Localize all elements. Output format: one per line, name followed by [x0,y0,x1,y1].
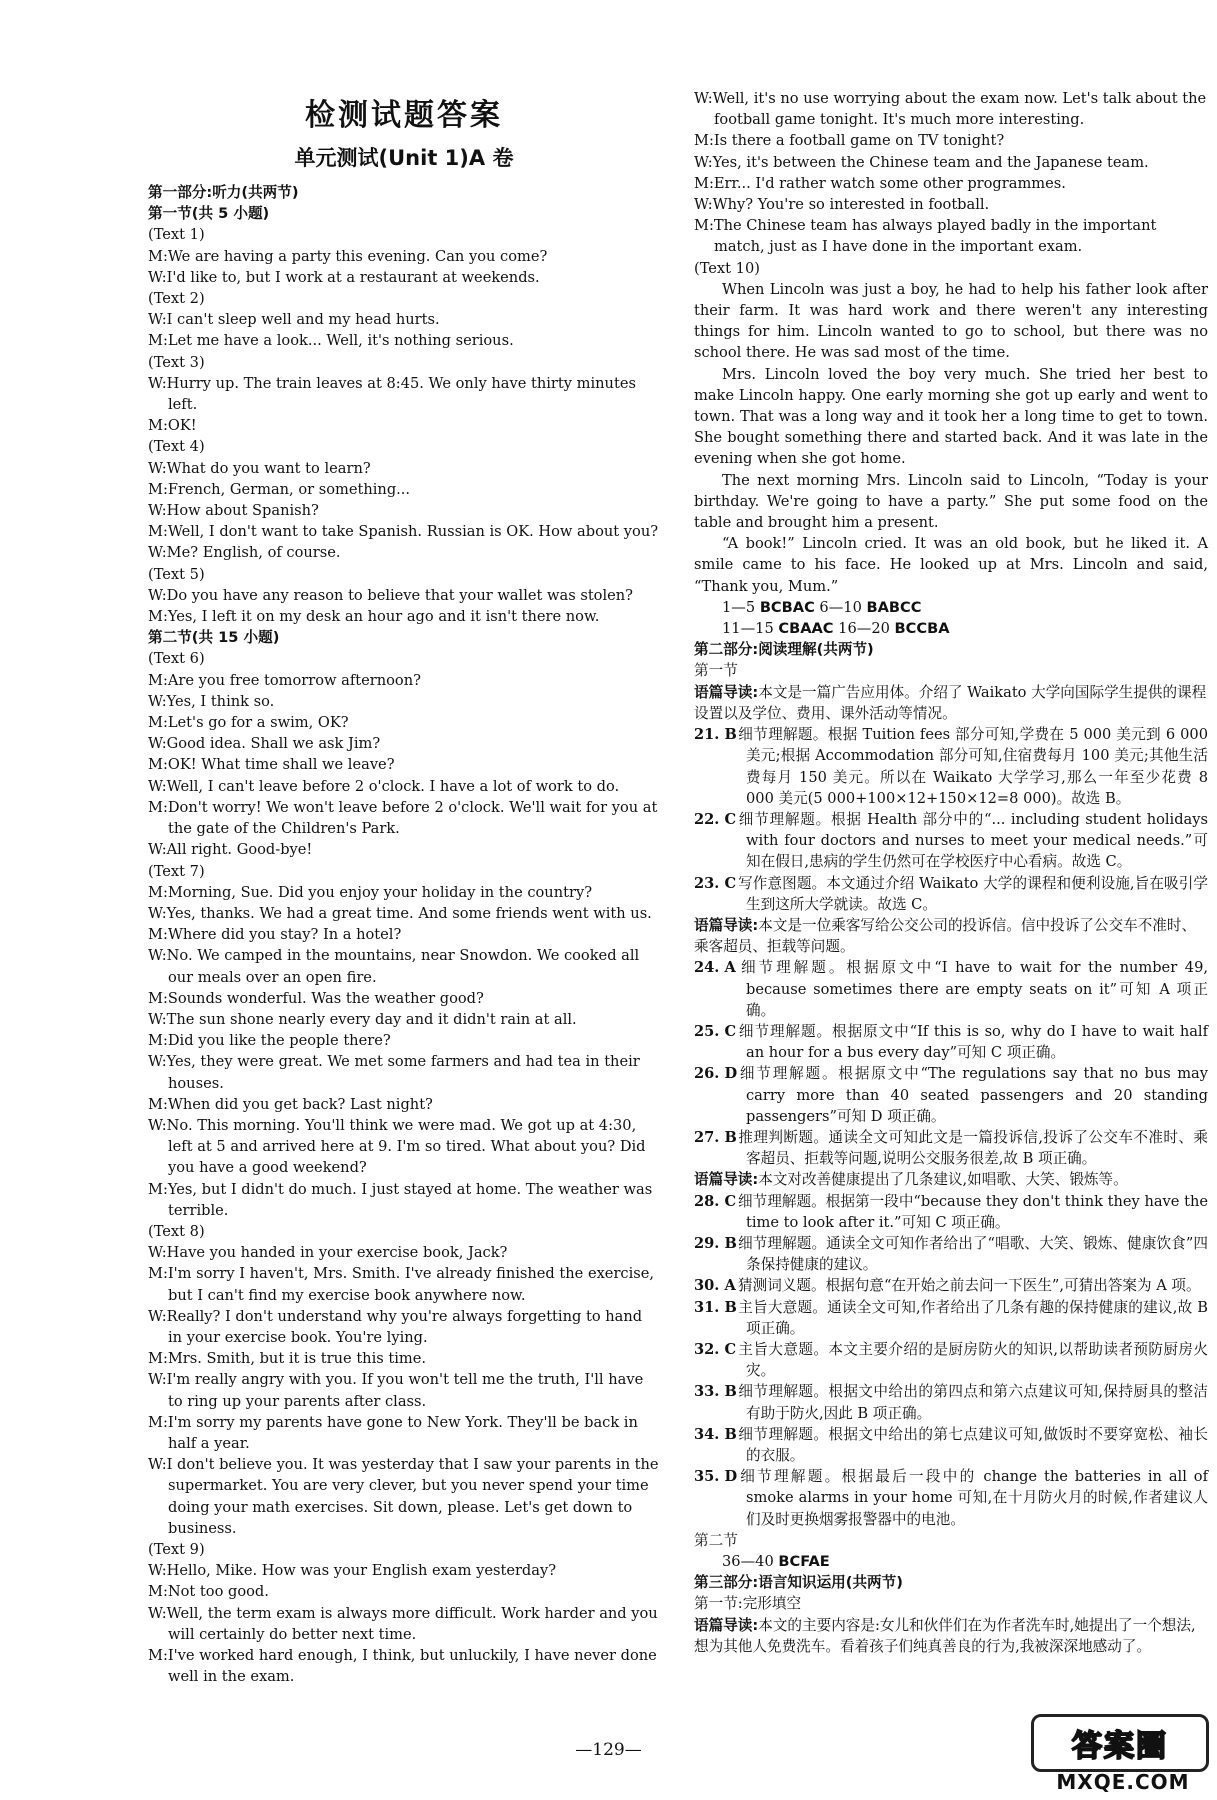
explanation-text: 细节理解题。根据文中给出的第七点建议可知,做饭时不要穿宽松、袖长的衣服。 [738,1425,1208,1464]
page-title: 检测试题答案 [305,98,503,133]
watermark-url: MXQE.COM [1056,1770,1190,1794]
answer-letters: CBAAC [778,620,834,638]
text-line: 第一节 [694,662,738,680]
text-line: (Text 7) [148,862,205,880]
dialogue-line: M:The Chinese team has always played badly in the important match, just as I have done in the important exam. [694,217,1157,256]
answer-number: 32. C [694,1340,737,1358]
answer-key-row [694,1551,1208,1572]
dialogue-line: W:Yes, they were great. We met some farmers and had tea in their houses. [148,1053,640,1092]
answer-range: 1—5 [722,598,756,616]
guide-label: 语篇导读: [694,683,759,701]
passage-paragraph: The next morning Mrs. Lincoln said to Lincoln, “Today is your birthday. We're going to have a party.” She put some food on the table and brought him a present. [694,471,1208,532]
text-line: W:I'd like to, but I work at a restaurant at weekends. [148,268,540,286]
answer-explanation [694,1466,1208,1530]
explanation-text: 细节理解题。根据 Tuition fees 部分可知,学费在 5 000 美元到 6 000 美元;根据 Accommodation 部分可知,住宿费每月 100 美元;其他生活费每月 150 美元。所以在 Waikato 大学学习,那么一年至少花费 8 000 美元(5 000+100×12+150×12=8 000)。故选 B。 [738,726,1208,807]
passage-guide [694,1169,1208,1190]
explanation-text: 细节理解题。根据最后一段中的 change the batteries in all of smoke alarms in your home 可知,在十月防火月的时候,作者建议人们及时更换烟雾报警器中的电池。 [738,1468,1208,1528]
text-line: W:Yes, it's between the Chinese team and the Japanese team. [694,153,1149,171]
answer-explanation [694,1381,1208,1423]
answer-number: 23. C [694,874,737,892]
explanation-text: 细节理解题。根据文中给出的第四点和第六点建议可知,保持厨具的整洁有助于防火,因此 B 项正确。 [738,1383,1208,1422]
dialogue-line: W:No. We camped in the mountains, near Snowdon. We cooked all our meals over an open fire. [148,947,640,986]
answer-explanation [694,1233,1208,1275]
guide-label: 语篇导读: [694,916,759,934]
explanation-text: 主旨大意题。本文主要介绍的是厨房防火的知识,以帮助读者预防厨房火灾。 [738,1340,1208,1380]
text-line: M:Mrs. Smith, but it is true this time. [148,1350,427,1368]
passage-guide [694,682,1208,724]
left-column [148,90,660,1687]
watermark-logo [1037,1714,1209,1794]
dialogue-line: M:I've worked hard enough, I think, but unluckily, I have never done well in the exam. [148,1647,657,1686]
text-line: (Text 1) [148,226,205,244]
dialogue-line: W:I'm really angry with you. If you won't tell me the truth, I'll have to ring up your parents after class. [148,1371,644,1410]
text-line: W:Good idea. Shall we ask Jim? [148,735,381,753]
page-number: —129— [575,1740,642,1760]
dialogue-line: M:I'm sorry I haven't, Mrs. Smith. I've already finished the exercise, but I can't find my exercise book anywhere now. [148,1265,655,1304]
answer-explanation [694,1275,1208,1296]
text-line: M:Morning, Sue. Did you enjoy your holiday in the country? [148,883,593,901]
text-line: W:Why? You're so interested in football. [694,196,990,214]
text-line: (Text 2) [148,290,205,308]
answer-number: 34. B [694,1425,737,1443]
text-line: (Text 8) [148,1222,205,1240]
text-line: W:Have you handed in your exercise book, Jack? [148,1244,508,1262]
dialogue-line: W:No. This morning. You'll think we were mad. We got up at 4:30, left at 5 and arrived here at 9. I'm so tired. What about you? Did you have a good weekend? [148,1116,646,1177]
explanation-text: 主旨大意题。通读全文可知,作者给出了几条有趣的保持健康的建议,故 B 项正确。 [738,1298,1208,1337]
explanation-text: 细节理解题。根据原文中“If this is so, why do I have to wait half an hour for a bus every day”可知 C 项正确。 [738,1022,1208,1062]
text-line: (Text 3) [148,353,205,371]
text-line: M:Let me have a look... Well, it's nothing serious. [148,332,514,350]
text-line: M:OK! What time shall we leave? [148,756,395,774]
answer-explanation [694,1297,1208,1339]
dialogue-line: M:Well, I don't want to take Spanish. Russian is OK. How about you? [148,523,659,541]
explanation-text: 细节理解题。根据原文中“The regulations say that no bus may carry more than 40 seated passengers and 20 standing passengers”可知 D 项正确。 [738,1065,1208,1125]
text-line: W:Hello, Mike. How was your English exam yesterday? [148,1562,557,1580]
text-line: M:OK! [148,417,197,435]
text-line: 第一节:完形填空 [694,1595,802,1613]
answer-number: 27. B [694,1128,737,1146]
answer-explanation [694,957,1208,1021]
text-line: M:Err... I'd rather watch some other programmes. [694,174,1066,192]
text-line: W:Well, I can't leave before 2 o'clock. I have a lot of work to do. [148,777,620,795]
text-line: M:Is there a football game on TV tonight? [694,132,1005,150]
section-heading: 第三部分:语言知识运用(共两节) [694,1574,903,1592]
explanation-text: 细节理解题。通读全文可知作者给出了“唱歌、大笑、锻炼、健康饮食”四条保持健康的建议。 [738,1234,1208,1274]
guide-label: 语篇导读: [694,1616,759,1634]
answer-letters: BCCBA [894,620,950,638]
right-column [694,88,1208,1657]
text-line: M:Let's go for a swim, OK? [148,714,349,732]
answer-number: 26. D [694,1065,738,1083]
passage-paragraph: Mrs. Lincoln loved the boy very much. She tried her best to make Lincoln happy. One early morning she got up early and went to town. That was a long way and it took her a long time to get to town. She bought something there and started back. And it was late in the evening when she got home. [694,365,1208,468]
dialogue-line: W:Really? I don't understand why you're always forgetting to hand in your exercise book. You're lying. [148,1307,643,1346]
explanation-text: 推理判断题。通读全文可知此文是一篇投诉信,投诉了公交车不准时、乘客超员、拒载等问题,说明公交服务很差,故 B 项正确。 [738,1128,1208,1168]
text-line: W:I can't sleep well and my head hurts. [148,311,440,329]
explanation-text: 写作意图题。本文通过介绍 Waikato 大学的课程和便利设施,旨在吸引学生到这所大学就读。故选 C。 [738,874,1208,913]
explanation-text: 细节理解题。根据 Health 部分中的“... including student holidays with four doctors and nurses to meet your medical needs.”可知在假日,患病的学生仍然可在学校医疗中心看病。故选 C。 [738,810,1208,871]
passage-guide [694,915,1208,957]
text-line: M:Are you free tomorrow afternoon? [148,671,421,689]
dialogue-line: W:Well, it's no use worrying about the exam now. Let's talk about the football game tonight. It's much more interesting. [694,90,1207,129]
passage-guide [694,1615,1208,1657]
text-line: M:Sounds wonderful. Was the weather good? [148,989,484,1007]
guide-label: 语篇导读: [694,1171,759,1189]
answer-number: 24. A [694,959,736,977]
guide-text: 本文是一篇广告应用体。介绍了 Waikato 大学向国际学生提供的课程设置以及学位、费用、课外活动等情况。 [694,683,1207,722]
guide-text: 本文是一位乘客写给公交公司的投诉信。信中投诉了公交车不准时、乘客超员、拒载等问题。 [694,916,1197,956]
text-line: M:Where did you stay? In a hotel? [148,926,402,944]
answer-number: 22. C [694,810,737,828]
text-line: M:Did you like the people there? [148,1032,391,1050]
text-line: (Text 6) [148,650,205,668]
text-line: W:Yes, thanks. We had a great time. And some friends went with us. [148,904,652,922]
text-line: (Text 9) [148,1541,205,1558]
answer-explanation [694,1021,1208,1063]
answer-number: 33. B [694,1383,737,1401]
text-line: W:All right. Good-bye! [148,841,313,859]
passage-paragraph: When Lincoln was just a boy, he had to help his father look after their farm. It was hard work and there weren't any interesting things for him. Lincoln wanted to go to school, but there was no school there. He was sad most of the time. [694,280,1208,362]
guide-text: 本文的主要内容是:女儿和伙伴们在为作者洗车时,她提出了一个想法,想为其他人免费洗车。看着孩子们纯真善良的行为,我被深深地感动了。 [694,1616,1196,1655]
answer-explanation [694,724,1208,809]
text-line: M:French, German, or something... [148,480,411,498]
text-line: (Text 4) [148,438,205,456]
dialogue-line: M:I'm sorry my parents have gone to New York. They'll be back in half a year. [148,1413,638,1452]
answer-letters: BCBAC [759,598,815,616]
text-line: M:We are having a party this evening. Can you come? [148,247,548,265]
dialogue-line: M:Don't worry! We won't leave before 2 o'clock. We'll wait for you at the gate of the Children's Park. [148,798,658,838]
answer-number: 21. B [694,726,737,744]
text-line: W:The sun shone nearly every day and it didn't rain at all. [148,1010,577,1028]
text-line: W:Yes, I think so. [148,692,275,710]
answer-explanation [694,1191,1208,1233]
section-heading: 第一部分:听力(共两节) [148,184,299,201]
dialogue-line: W:Well, the term exam is always more difficult. Work harder and you will certainly do better next time. [148,1604,658,1643]
answer-range: 36—40 [722,1553,774,1571]
answer-key-row [694,597,1208,618]
watermark-badge: 答案圈 [1031,1714,1209,1772]
answer-explanation [694,1339,1208,1381]
dialogue-line: W:I don't believe you. It was yesterday that I saw your parents in the supermarket. You are very clever, but you never spend your time doing your math exercises. Sit down, please. Let's get down to business. [148,1456,659,1537]
text-line: M:Not too good. [148,1583,269,1601]
answer-number: 35. D [694,1468,738,1486]
answer-letters: BCFAE [778,1553,830,1571]
text-line: (Text 5) [148,565,205,583]
explanation-text: 猜测词义题。根据句意“在开始之前去问一下医生”,可猜出答案为 A 项。 [738,1277,1201,1295]
answer-range: 11—15 [722,620,774,638]
answer-number: 29. B [694,1234,737,1252]
answer-explanation [694,809,1208,873]
answer-explanation [694,873,1208,915]
explanation-text: 细节理解题。根据原文中“I have to wait for the number 49, because sometimes there are empty seats on it”可知 A 项正确。 [738,959,1208,1019]
text-line: W:Do you have any reason to believe that your wallet was stolen? [148,586,633,604]
passage-paragraph: “A book!” Lincoln cried. It was an old book, but he liked it. A smile came to his face. He looked up at Mrs. Lincoln and said, “Thank you, Mum.” [694,535,1208,595]
section-heading: 第二节(共 15 小题) [148,629,280,647]
guide-text: 本文对改善健康提出了几条建议,如唱歌、大笑、锻炼等。 [758,1171,1128,1189]
text-line: M:Yes, I left it on my desk an hour ago and it isn't there now. [148,608,600,626]
answer-letters: BABCC [866,598,922,616]
answer-range: 16—20 [838,620,890,638]
answer-key-row [694,618,1208,639]
text-line: M:When did you get back? Last night? [148,1095,433,1113]
answer-explanation [694,1424,1208,1466]
answer-number: 31. B [694,1298,737,1316]
text-line: (Text 10) [694,259,760,277]
answer-number: 28. C [694,1192,737,1210]
section-heading: 第一节(共 5 小题) [148,205,270,223]
text-line: W:What do you want to learn? [148,459,371,477]
answer-explanation [694,1063,1208,1127]
dialogue-line: M:Yes, but I didn't do much. I just stayed at home. The weather was terrible. [148,1180,653,1219]
answer-range: 6—10 [819,598,862,616]
text-line: 第二节 [694,1531,738,1549]
answer-number: 30. A [694,1277,736,1295]
answer-number: 25. C [694,1022,737,1040]
answer-explanation [694,1127,1208,1169]
section-heading: 第二部分:阅读理解(共两节) [694,641,874,659]
text-line: W:How about Spanish? [148,502,319,520]
explanation-text: 细节理解题。根据第一段中“because they don't think they have the time to look after it.”可知 C 项正确。 [738,1192,1208,1231]
text-line: W:Me? English, of course. [148,544,341,562]
unit-test-subtitle: 单元测试(Unit 1)A 卷 [294,146,514,170]
dialogue-line: W:Hurry up. The train leaves at 8:45. We only have thirty minutes left. [148,374,636,414]
